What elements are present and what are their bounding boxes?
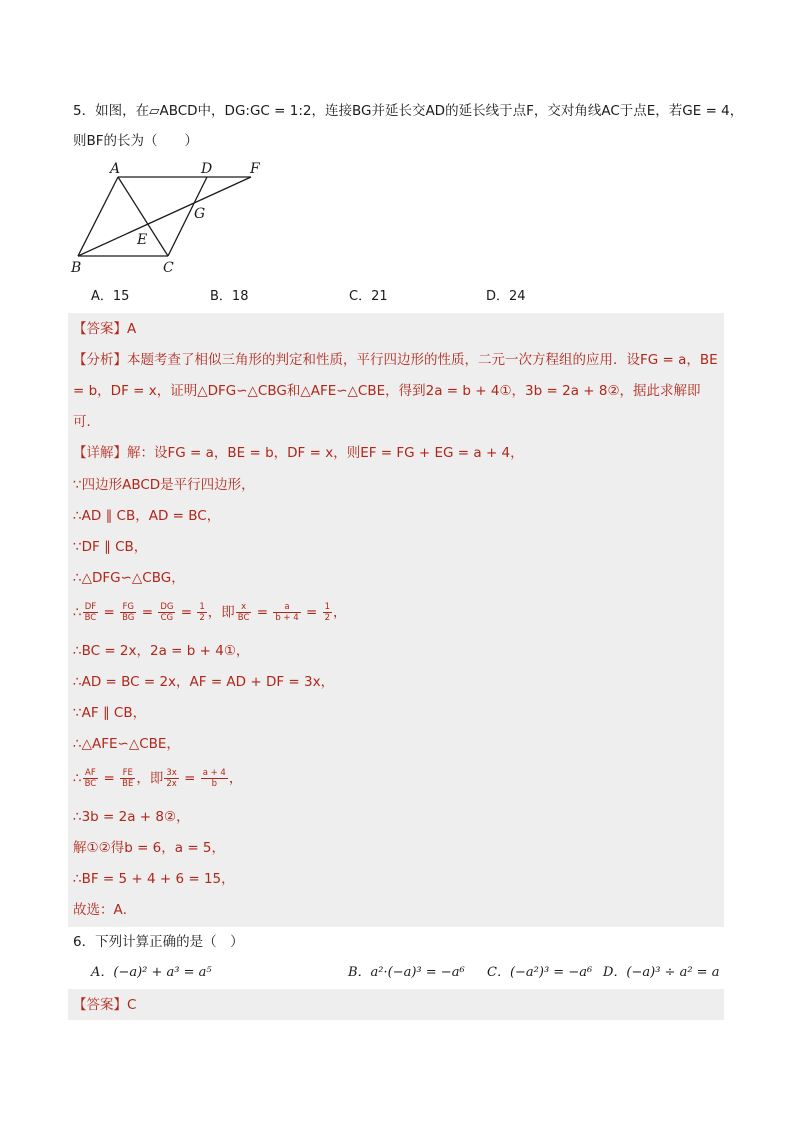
line-ab <box>78 177 118 256</box>
q5-option-b[interactable]: B．18 <box>210 289 249 304</box>
detail-tag: 【详解】 <box>73 445 127 461</box>
fraction: $\frac{1}{2}$ <box>199 602 205 623</box>
q5-answer-line <box>73 319 136 339</box>
q5-option-d[interactable]: D．24 <box>486 289 526 304</box>
detail-step: ∴BC = 2x，2a = b + 4①， <box>73 643 250 659</box>
q5-option-c[interactable]: C．21 <box>349 289 388 304</box>
detail-step: ∴AD ∥ CB，AD = BC， <box>73 508 221 524</box>
q5-parallelogram-figure <box>66 156 266 280</box>
q5-detail-line1 <box>73 443 524 463</box>
fraction: $\frac{DF}{BC}$ <box>84 602 97 623</box>
fraction: $\frac{x}{BC}$ <box>237 602 250 623</box>
detail-step: ∴△AFE∽△CBE， <box>73 736 180 752</box>
fraction: $\frac{1}{2}$ <box>324 602 330 623</box>
answer-tag: 【答案】 <box>73 321 127 337</box>
fraction: $\frac{a + 4}{b}$ <box>202 768 226 789</box>
label-g: G <box>194 206 206 222</box>
line-bf <box>78 177 251 256</box>
q5-analysis <box>73 345 721 438</box>
label-d: D <box>201 161 213 177</box>
detail-step: 故选：A． <box>73 902 137 918</box>
fraction: $\frac{3x}{2x}$ <box>166 768 177 789</box>
q5-stem-line1: 5．如图，在▱ABCD中，DG:GC = 1:2，连接BG并延长交AD的延长线于点F，交对角线AC于点E，若GE = 4， <box>73 103 744 119</box>
fraction: $\frac{DG}{CG}$ <box>160 602 174 623</box>
fraction: $\frac{AF}{BC}$ <box>84 768 97 789</box>
q5-stem-line2: 则BF的长为（ ） <box>73 133 199 149</box>
detail-step: ∴△DFG∽△CBG， <box>73 570 185 586</box>
label-c: C <box>163 260 174 276</box>
label-a: A <box>110 161 121 177</box>
detail-step: ∵四边形ABCD是平行四边形， <box>73 477 255 493</box>
fraction: $\frac{FE}{BE}$ <box>122 768 134 789</box>
detail-step: ∴3b = 2a + 8②， <box>73 809 190 825</box>
detail-step: ∴BF = 5 + 4 + 6 = 15， <box>73 871 235 887</box>
fraction: $\frac{FG}{BG}$ <box>122 602 135 623</box>
answer-value: A <box>127 321 137 337</box>
q5-option-a[interactable]: A．15 <box>91 289 130 304</box>
detail-text: 解：设FG = a，BE = b，DF = x，则EF = FG + EG = a + 4， <box>127 445 524 461</box>
detail-step: ∴AD = BC = 2x，AF = AD + DF = 3x， <box>73 674 335 690</box>
q6-option-a[interactable]: A．(−a)² + a³ = a⁵ <box>91 965 212 980</box>
analysis-tag: 【分析】 <box>73 352 127 368</box>
q6-stem: 6．下列计算正确的是（ ） <box>73 934 244 950</box>
analysis-text: 本题考查了相似三角形的判定和性质，平行四边形的性质，二元一次方程组的应用．设FG = a，BE = b，DF = x，证明△DFG∽△CBG和△AFE∽△CBE，得到2a = b + 4①，3b = 2a + 8②，据此求解即可． <box>73 352 718 430</box>
label-e: E <box>137 232 148 248</box>
q6-answer-line <box>73 995 136 1015</box>
detail-step: 解①②得b = 6，a = 5， <box>73 840 226 856</box>
detail-step: ∵DF ∥ CB， <box>73 539 148 555</box>
fraction: $\frac{a}{b + 4}$ <box>275 602 299 623</box>
detail-fraction-line-1: ∴ $\frac{DF}{BC}$ = $\frac{FG}{BG}$ = $\frac{DG}{CG}$ = $\frac{1}{2}$ ，即 $\frac{x}{BC}$ = $\frac{a}{b + 4}$ = $\frac{1}{2}$ ， <box>73 602 347 623</box>
detail-step: ∵AF ∥ CB， <box>73 705 147 721</box>
q6-option-c[interactable]: C．(−a²)³ = −a⁶ <box>487 965 593 980</box>
q6-solution-block <box>68 989 724 1020</box>
label-f: F <box>250 161 260 177</box>
label-b: B <box>71 260 82 276</box>
detail-fraction-line-2: ∴ $\frac{AF}{BC}$ = $\frac{FE}{BE}$ ，即 $\frac{3x}{2x}$ = $\frac{a + 4}{b}$ ， <box>73 768 243 789</box>
q6-option-b[interactable]: B．a²·(−a)³ = −a⁶ <box>348 965 465 980</box>
answer-tag: 【答案】 <box>73 997 127 1013</box>
answer-value: C <box>127 997 137 1013</box>
q6-option-d[interactable]: D．(−a)³ ÷ a² = a <box>603 965 720 980</box>
